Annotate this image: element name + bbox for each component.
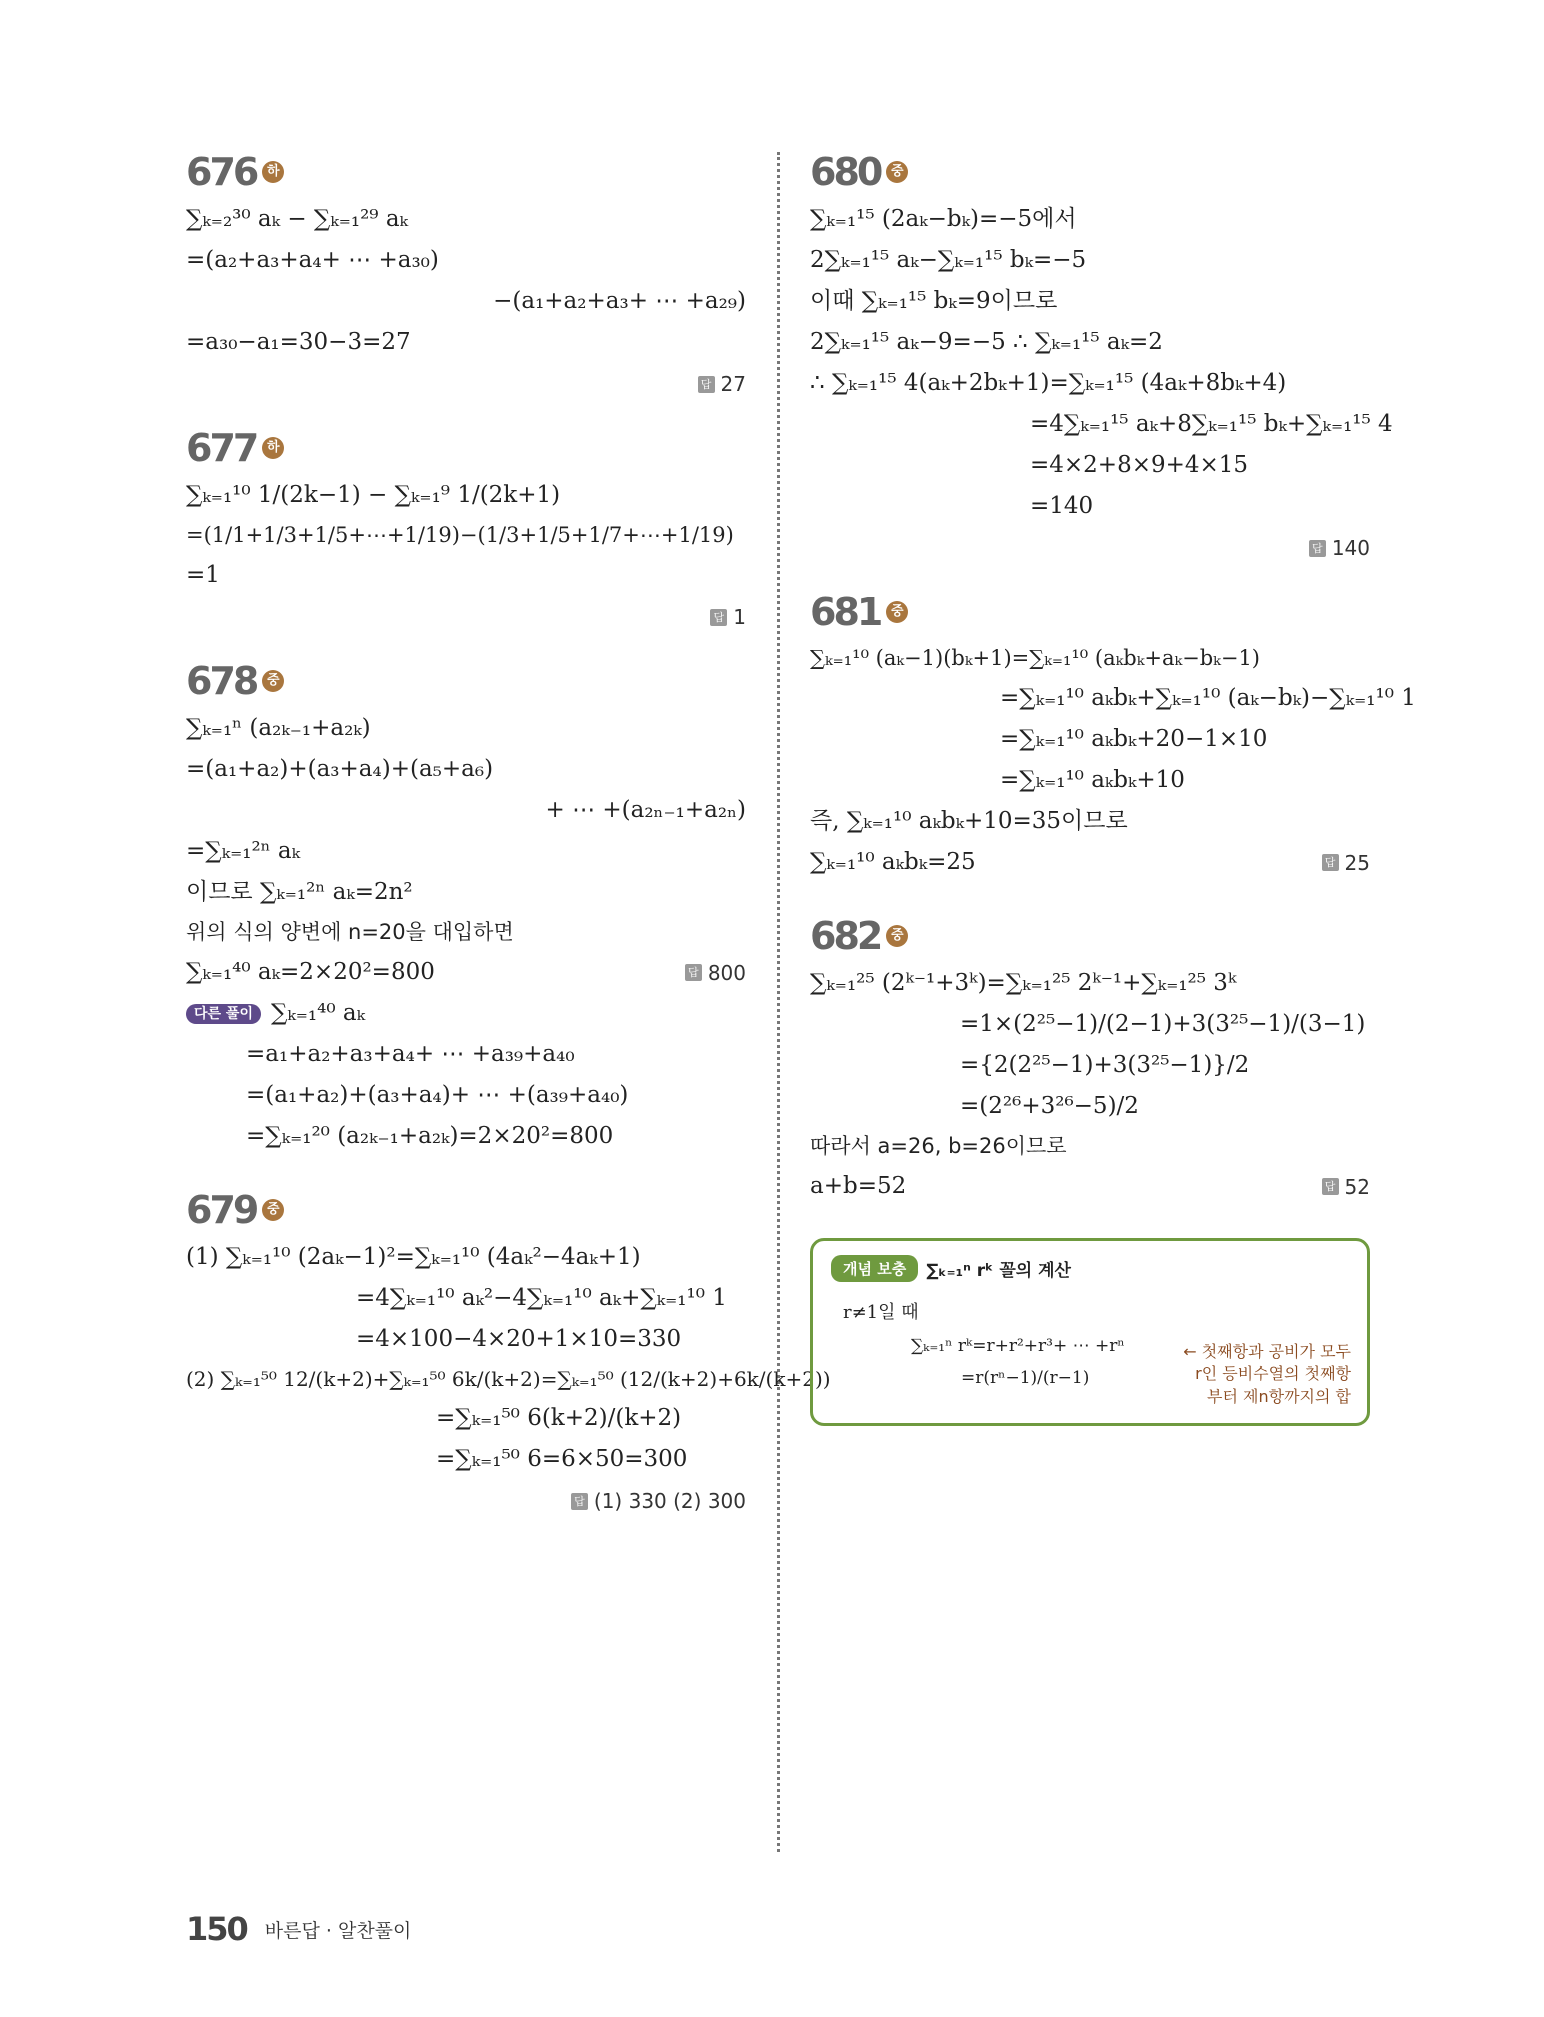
equation-line: =∑ₖ₌₁¹⁰ aₖbₖ+20−1×10: [1000, 726, 1268, 752]
level-badge: 중: [262, 1199, 284, 1221]
equation-line: ∑ₖ₌₂³⁰ aₖ − ∑ₖ₌₁²⁹ aₖ: [186, 206, 408, 232]
answer-icon: 답: [571, 1493, 588, 1510]
equation-line: =(2²⁶+3²⁶−5)/2: [960, 1093, 1139, 1119]
problem-number: 682: [810, 914, 881, 958]
answer-icon: 답: [710, 609, 727, 626]
equation-line: (2) ∑ₖ₌₁⁵⁰ 12/(k+2)+∑ₖ₌₁⁵⁰ 6k/(k+2)=∑ₖ₌₁⁵⁰ (12/(k+2)+6k/(k+2)): [186, 1367, 831, 1391]
answer: [810, 536, 1370, 560]
problem-number: 677: [186, 426, 257, 470]
level-badge: 중: [262, 670, 284, 692]
answer-value: 25: [1344, 850, 1370, 875]
equation-line: =∑ₖ₌₁⁵⁰ 6=6×50=300: [436, 1446, 688, 1472]
concept-title: ∑ₖ₌₁ⁿ rᵏ 꼴의 계산: [926, 1261, 1071, 1281]
level-badge: 하: [262, 437, 284, 459]
alt-solution-tag: 다른 풀이: [186, 1004, 261, 1024]
equation-line: =4×100−4×20+1×10=330: [356, 1326, 682, 1352]
equation-line: =1: [186, 562, 220, 588]
equation-line: =4∑ₖ₌₁¹⁰ aₖ²−4∑ₖ₌₁¹⁰ aₖ+∑ₖ₌₁¹⁰ 1: [356, 1285, 727, 1311]
page-footer: [186, 1910, 411, 1948]
equation-line: =(a₁+a₂)+(a₃+a₄)+(a₅+a₆): [186, 756, 494, 782]
answer-icon: 답: [1309, 540, 1326, 557]
problem-678: [186, 659, 746, 1148]
equation-line: 2∑ₖ₌₁¹⁵ aₖ−9=−5 ∴ ∑ₖ₌₁¹⁵ aₖ=2: [810, 329, 1163, 355]
column-divider: [777, 152, 780, 1852]
equation-line: ∑ₖ₌₁¹⁰ aₖbₖ=25: [810, 849, 976, 875]
level-badge: 중: [886, 925, 908, 947]
equation-line: 이때 ∑ₖ₌₁¹⁵ bₖ=9이므로: [810, 288, 1058, 314]
right-column: [810, 150, 1416, 1426]
concept-condition: r≠1일 때: [843, 1302, 919, 1323]
problem-682: [810, 914, 1370, 1198]
equation-line: =a₃₀−a₁=30−3=27: [186, 329, 411, 355]
equation-line: 2∑ₖ₌₁¹⁵ aₖ−∑ₖ₌₁¹⁵ bₖ=−5: [810, 247, 1087, 273]
problem-number: 678: [186, 659, 257, 703]
equation-line: =(a₂+a₃+a₄+ ⋯ +a₃₀): [186, 247, 439, 273]
equation-line: ∑ₖ₌₁¹⁰ 1/(2k−1) − ∑ₖ₌₁⁹ 1/(2k+1): [186, 482, 561, 508]
problem-number: 676: [186, 150, 257, 194]
answer: [186, 372, 746, 396]
answer: [186, 1489, 746, 1513]
answer-value: (1) 330 (2) 300: [593, 1489, 746, 1513]
equation-line: + ⋯ +(a₂ₙ₋₁+a₂ₙ): [545, 797, 746, 823]
equation-line: =∑ₖ₌₁¹⁰ aₖbₖ+∑ₖ₌₁¹⁰ (aₖ−bₖ)−∑ₖ₌₁¹⁰ 1: [1000, 685, 1416, 711]
equation-line: 즉, ∑ₖ₌₁¹⁰ aₖbₖ+10=35이므로: [810, 808, 1128, 834]
problem-676: [186, 150, 746, 396]
equation-line: =4∑ₖ₌₁¹⁵ aₖ+8∑ₖ₌₁¹⁵ bₖ+∑ₖ₌₁¹⁵ 4: [1030, 411, 1393, 437]
equation-line: ∑ₖ₌₁⁴⁰ aₖ=2×20²=800: [186, 959, 435, 985]
concept-box: [810, 1238, 1370, 1426]
answer-value: 800: [707, 960, 746, 985]
level-badge: 하: [262, 161, 284, 183]
note-line: 부터 제n항까지의 합: [1207, 1386, 1351, 1406]
problem-677: [186, 426, 746, 629]
answer: [186, 605, 746, 629]
equation-line: ∑ₖ₌₁¹⁵ (2aₖ−bₖ)=−5에서: [810, 206, 1077, 232]
answer-value: 1: [733, 605, 746, 629]
equation-line: 위의 식의 양변에 n=20을 대입하면: [186, 920, 514, 944]
equation-line: (1) ∑ₖ₌₁¹⁰ (2aₖ−1)²=∑ₖ₌₁¹⁰ (4aₖ²−4aₖ+1): [186, 1244, 641, 1270]
equation-line: =a₁+a₂+a₃+a₄+ ⋯ +a₃₉+a₄₀: [246, 1041, 575, 1067]
equation-line: ={2(2²⁵−1)+3(3²⁵−1)}/2: [960, 1052, 1250, 1078]
equation-line: =∑ₖ₌₁²ⁿ aₖ: [186, 838, 301, 864]
equation-line: ∑ₖ₌₁²⁵ (2ᵏ⁻¹+3ᵏ)=∑ₖ₌₁²⁵ 2ᵏ⁻¹+∑ₖ₌₁²⁵ 3ᵏ: [810, 970, 1237, 996]
answer-icon: 답: [698, 376, 715, 393]
equation-line: =1×(2²⁵−1)/(2−1)+3(3²⁵−1)/(3−1): [960, 1011, 1366, 1037]
page-number: 150: [186, 1910, 247, 1948]
answer: [1322, 850, 1370, 875]
note-line: ← 첫째항과 공비가 모두: [1183, 1342, 1351, 1361]
answer-icon: 답: [1322, 1178, 1339, 1195]
level-badge: 중: [886, 601, 908, 623]
level-badge: 중: [886, 161, 908, 183]
answer-icon: 답: [1322, 854, 1339, 871]
problem-number: 679: [186, 1188, 257, 1232]
equation-line: −(a₁+a₂+a₃+ ⋯ +a₂₉): [493, 288, 746, 314]
equation-line: a+b=52: [810, 1173, 907, 1199]
left-column: [186, 150, 831, 1543]
concept-tag: 개념 보충: [831, 1255, 918, 1282]
answer-icon: 답: [685, 964, 702, 981]
answer: [1322, 1174, 1370, 1199]
answer-value: 27: [720, 372, 746, 396]
answer-value: 52: [1344, 1174, 1370, 1199]
equation-line: ∑ₖ₌₁¹⁰ (aₖ−1)(bₖ+1)=∑ₖ₌₁¹⁰ (aₖbₖ+aₖ−bₖ−1): [810, 646, 1260, 670]
concept-equation: ∑ₖ₌₁ⁿ rᵏ=r+r²+r³+ ⋯ +rⁿ: [911, 1336, 1125, 1356]
concept-equation: =r(rⁿ−1)/(r−1): [961, 1368, 1090, 1388]
equation-line: ∴ ∑ₖ₌₁¹⁵ 4(aₖ+2bₖ+1)=∑ₖ₌₁¹⁵ (4aₖ+8bₖ+4): [810, 370, 1287, 396]
problem-number: 680: [810, 150, 881, 194]
answer: [685, 960, 746, 985]
problem-679: [186, 1188, 831, 1513]
equation-line: =(a₁+a₂)+(a₃+a₄)+ ⋯ +(a₃₉+a₄₀): [246, 1082, 629, 1108]
equation-line: ∑ₖ₌₁⁴⁰ aₖ: [270, 1000, 366, 1026]
equation-line: ∑ₖ₌₁ⁿ (a₂ₖ₋₁+a₂ₖ): [186, 715, 371, 741]
equation-line: =140: [1030, 493, 1094, 519]
equation-line: =(1/1+1/3+1/5+⋯+1/19)−(1/3+1/5+1/7+⋯+1/19): [186, 523, 734, 547]
equation-line: 따라서 a=26, b=26이므로: [810, 1134, 1067, 1158]
book-title: 바른답 · 알찬풀이: [264, 1919, 412, 1942]
problem-680: [810, 150, 1393, 560]
equation-line: =∑ₖ₌₁²⁰ (a₂ₖ₋₁+a₂ₖ)=2×20²=800: [246, 1123, 614, 1149]
problem-number: 681: [810, 590, 881, 634]
equation-line: =∑ₖ₌₁⁵⁰ 6(k+2)/(k+2): [436, 1405, 682, 1431]
equation-line: =4×2+8×9+4×15: [1030, 452, 1249, 478]
equation-line: =∑ₖ₌₁¹⁰ aₖbₖ+10: [1000, 767, 1185, 793]
note-line: r인 등비수열의 첫째항: [1195, 1364, 1351, 1384]
problem-681: [810, 590, 1416, 914]
answer-value: 140: [1331, 536, 1370, 560]
concept-note: [1183, 1341, 1351, 1408]
equation-line: 이므로 ∑ₖ₌₁²ⁿ aₖ=2n²: [186, 879, 413, 905]
